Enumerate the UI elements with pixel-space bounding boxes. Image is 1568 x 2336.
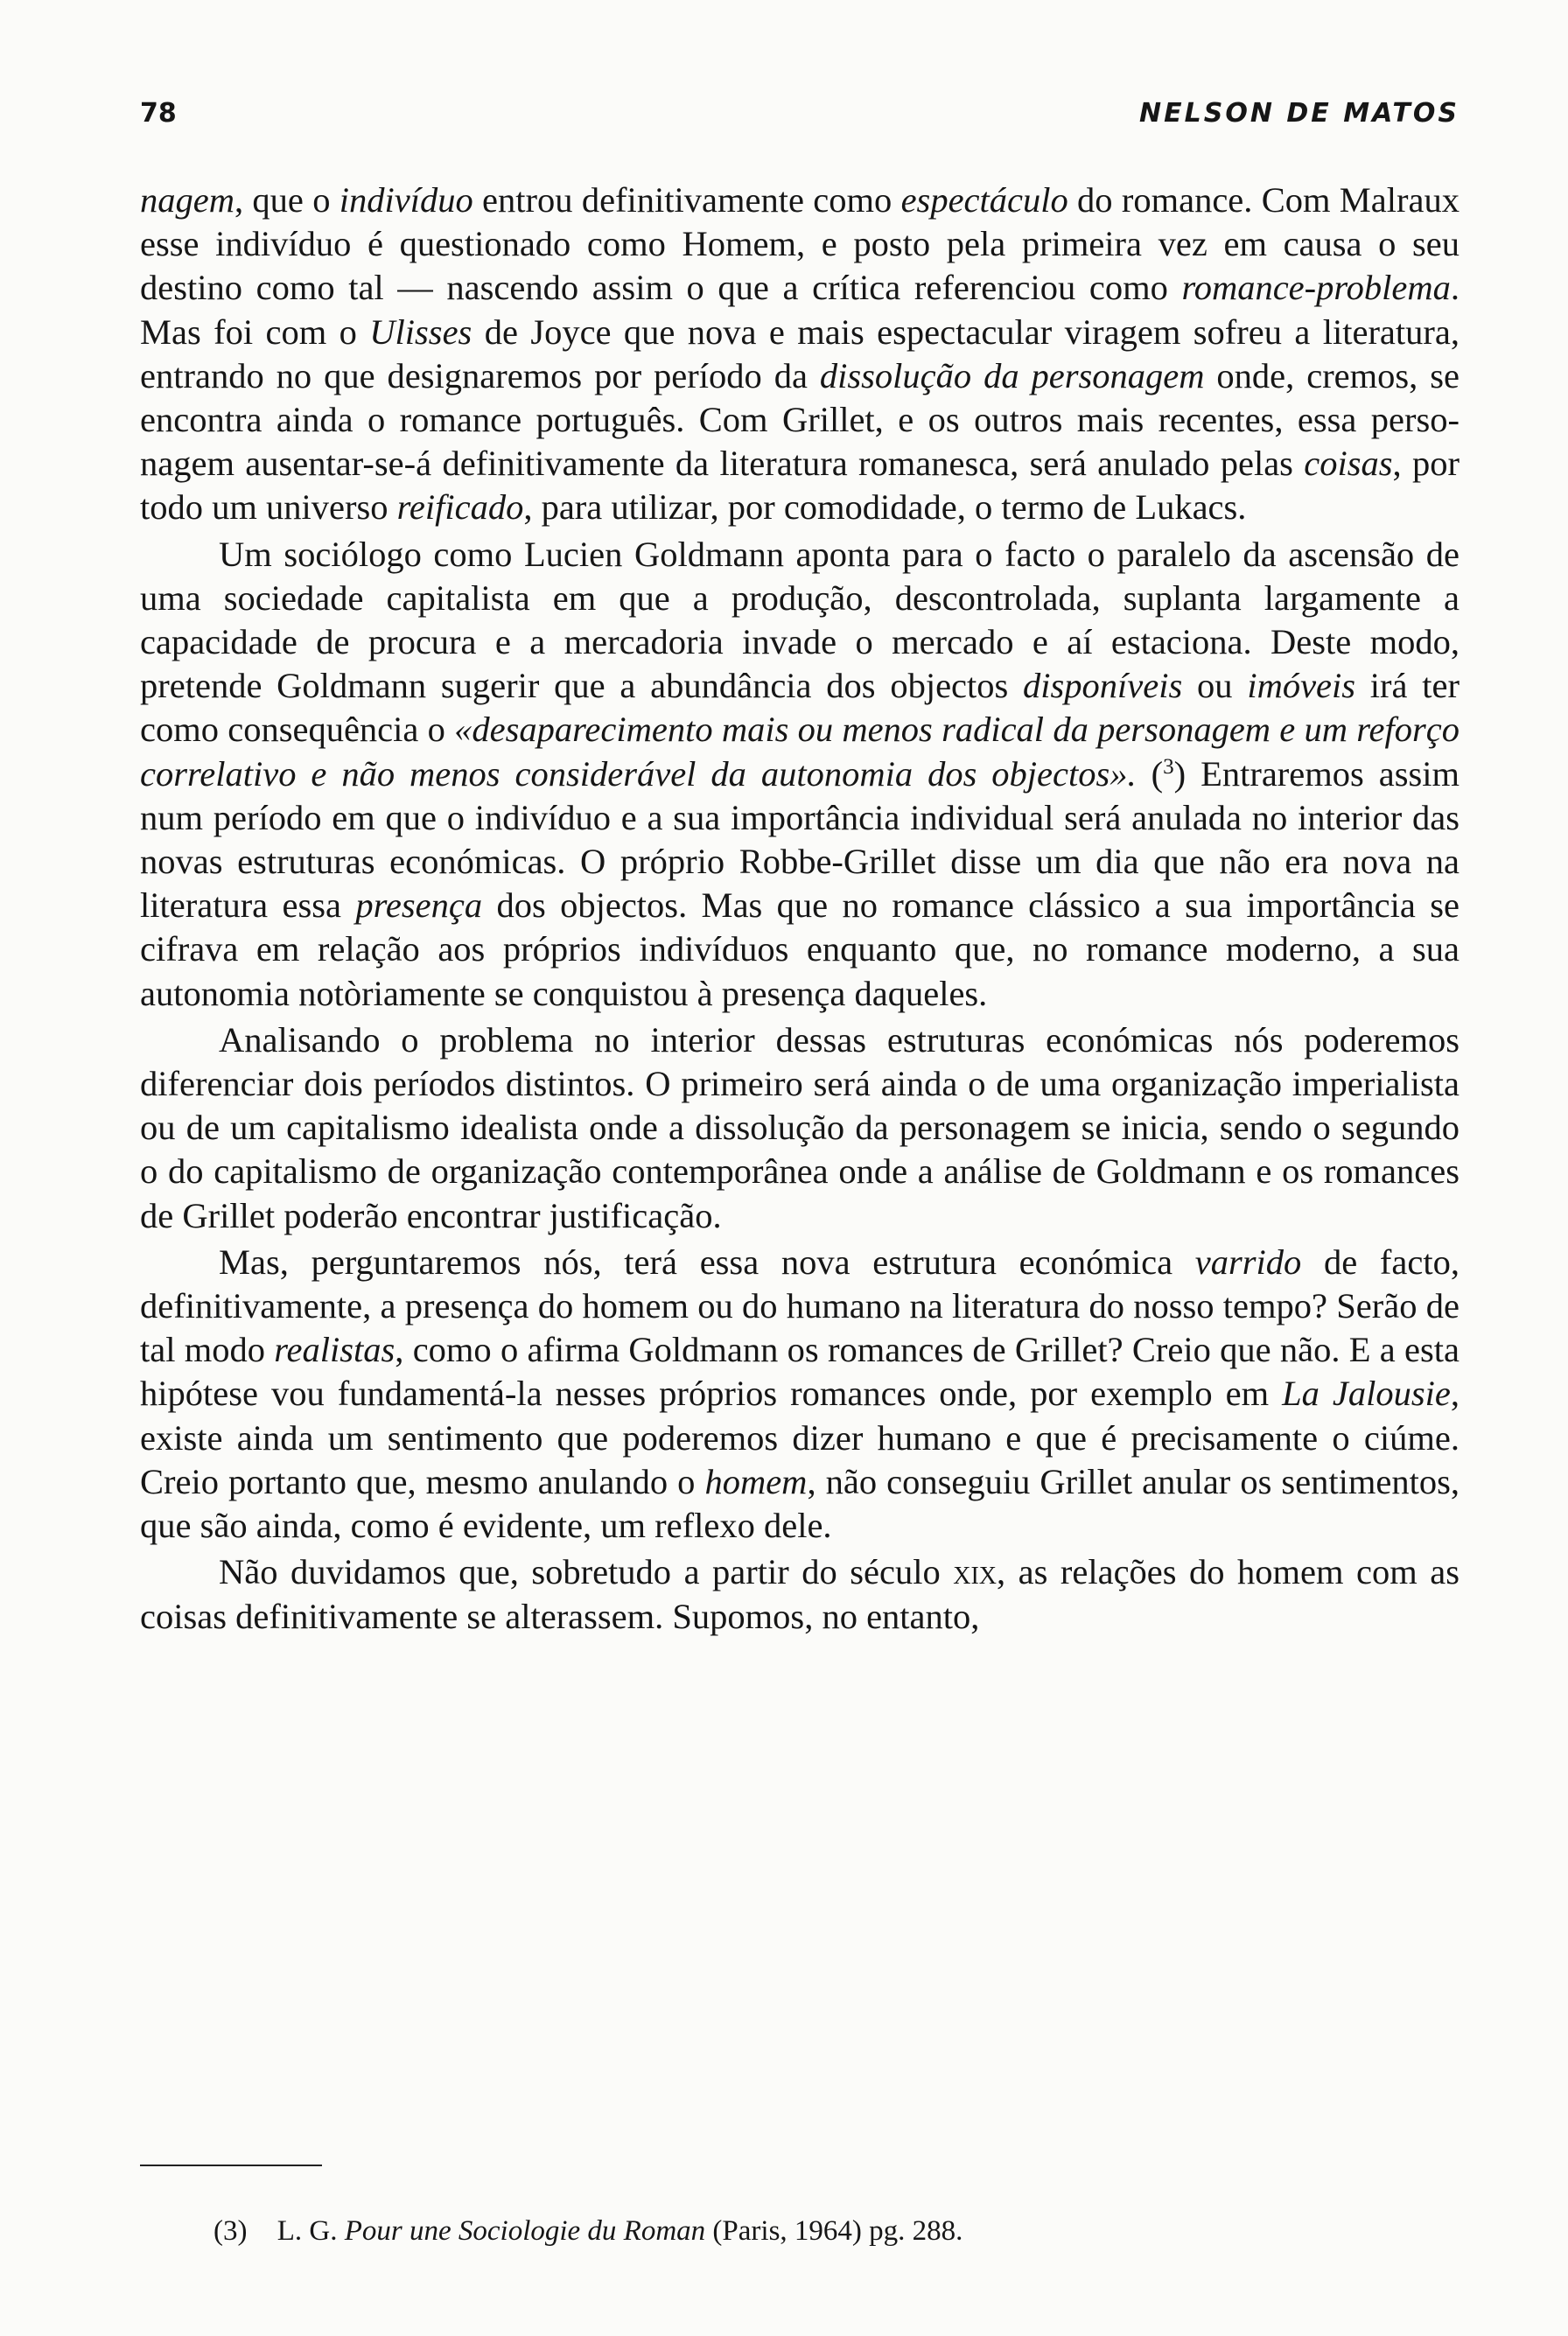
text-span: , que o	[234, 180, 340, 220]
running-head: NELSON DE MATOS	[1139, 98, 1460, 129]
paragraph	[140, 1241, 1460, 1548]
text-span: de Joyce que nova e mais espectacular viragem sofreu a literatura, entrando no que designaremos por período da	[140, 311, 1460, 395]
text-span: entrou definitivamente como	[472, 180, 901, 220]
text-span: ) Entraremos assim num período em que o indivíduo e a sua importância individual será anulada no interior das novas estruturas económicas. O próprio Robbe-Grillet disse um dia que não era nova na literatura essa	[140, 753, 1460, 926]
text-span: ou	[1182, 666, 1248, 706]
paragraph	[140, 533, 1460, 1016]
text-span: , para utilizar, por comodidade, o termo de Lukacs.	[523, 487, 1247, 528]
text-span: de facto, definitivamente, a presença do homem ou do humano na literatura do nosso tempo? Serão de tal modo	[140, 1241, 1460, 1370]
italic-span: reificado	[396, 487, 524, 528]
italic-span: La Jalousie	[1282, 1374, 1451, 1414]
paragraph	[140, 1018, 1460, 1238]
italic-span: disponíveis	[1023, 666, 1183, 706]
page-header	[140, 98, 1460, 129]
text-span: , existe ainda um sentimento que poderemos dizer humano e que é precisamente o ciúme. Creio portanto que, mesmo anulando o	[140, 1374, 1460, 1501]
footnote-divider	[140, 2165, 322, 2166]
text-span: Analisando o problema no interior dessas estruturas económicas nós poderemos diferenciar dois períodos distintos. O primeiro será ainda o de uma organização imperialista ou de um capitalismo idealista onde a dissolução da personagem se inicia, sendo o segundo o do capitalismo de organização contemporânea onde a análise de Goldmann e os romances de Grillet poderão encontrar justificação.	[140, 1019, 1460, 1235]
italic-span: varrido	[1194, 1241, 1302, 1282]
text-span: L. G.	[276, 2215, 345, 2247]
text-span: Mas, perguntaremos nós, terá essa nova estrutura económica	[219, 1241, 1195, 1282]
text-span: , as relações do homem com as coisas definitivamente se alterassem. Supomos, no entanto,	[140, 1552, 1460, 1636]
italic-span: espectáculo	[900, 180, 1068, 220]
text-span: . Mas foi com o	[140, 268, 1460, 352]
italic-span: presença	[355, 885, 483, 926]
text-span: (Paris, 1964) pg. 288.	[705, 2215, 963, 2247]
italic-span: coisas	[1304, 444, 1393, 484]
italic-span: homem	[704, 1461, 808, 1501]
italic-span: realistas	[274, 1330, 396, 1370]
italic-span: Pour une Sociologie du Roman	[344, 2215, 706, 2247]
footnote-text	[277, 2215, 963, 2247]
footnote-reference: 3	[1163, 754, 1174, 779]
footnote	[214, 2214, 1351, 2249]
text-span: do romance. Com Malraux esse indivíduo é questionado como Homem, e posto pela primeira vez em causa o seu destino como tal — nascendo assim o que a crítica referenciou como	[140, 180, 1460, 308]
text-span: irá ter como consequência o	[140, 666, 1460, 750]
italic-span: imóveis	[1247, 666, 1356, 706]
italic-span: «desaparecimento mais ou menos radical da personagem e um reforço correlativo e não menos considerável da autonomia dos objectos».	[140, 710, 1460, 794]
paragraph	[140, 1550, 1460, 1638]
text-span: dos objectos. Mas que no romance clássico a sua importância se cifrava em relação aos próprios indivíduos enquanto que, no romance moderno, a sua autonomia notòriamente se conquistou à presença daqueles.	[140, 885, 1460, 1013]
italic-span: indivíduo	[339, 180, 473, 220]
text-span: Não duvidamos que, sobretudo a partir do século	[219, 1552, 954, 1592]
paragraph	[140, 178, 1460, 530]
small-caps-span: xix	[953, 1552, 997, 1592]
text-span: , como o afirma Goldmann os romances de Grillet? Creio que não. E a esta hipótese vou fundamentá-la nesses próprios romances onde, por exemplo em	[140, 1330, 1460, 1414]
italic-span: dissolução da personagem	[819, 355, 1205, 395]
italic-span: Ulisses	[369, 311, 472, 352]
body-text	[140, 178, 1460, 1639]
text-span: onde, cremos, se encontra ainda o romance português. Com Grillet, e os outros mais recentes, essa personagem ausentar-se-á definitivamente da literatura romanesca, será anulado pelas	[140, 355, 1460, 484]
footnote-number: (3)	[214, 2215, 248, 2247]
page-number: 78	[140, 98, 177, 129]
italic-span: nagem	[140, 180, 234, 220]
italic-span: romance-problema	[1181, 268, 1451, 308]
text-span: Um sociólogo como Lucien Goldmann aponta para o facto o paralelo da ascensão de uma sociedade capitalista em que a produção, descontrolada, suplanta largamente a capacidade de procura e a mercadoria invade o mercado e aí estaciona. Deste modo, pretende Goldmann sugerir que a abundância dos objectos	[140, 534, 1460, 706]
text-span: , por todo um universo	[140, 444, 1460, 528]
text-span: (	[1136, 753, 1164, 794]
text-span: , não conseguiu Grillet anular os sentimentos, que são ainda, como é evidente, um reflexo dele.	[140, 1461, 1460, 1546]
